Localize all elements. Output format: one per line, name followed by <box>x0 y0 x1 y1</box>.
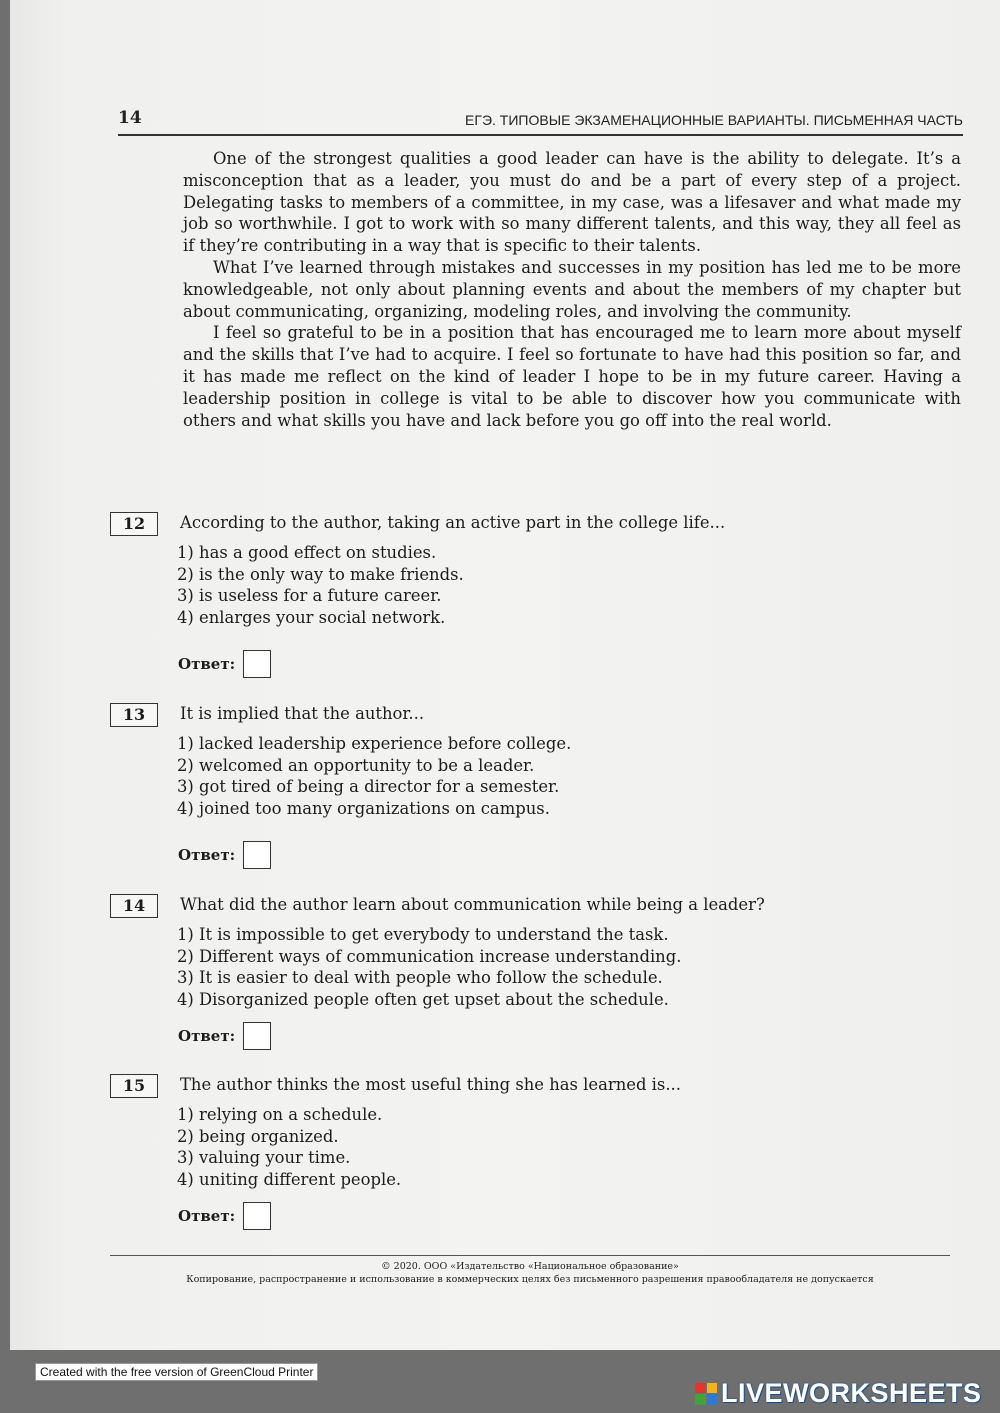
question-number: 15 <box>110 1074 158 1098</box>
option-1: 1) lacked leadership experience before college. <box>177 734 572 753</box>
option-3: 3) valuing your time. <box>177 1148 351 1167</box>
option-1: 1) It is impossible to get everybody to understand the task. <box>177 925 669 944</box>
option-4: 4) enlarges your social network. <box>177 607 446 627</box>
running-header <box>118 108 963 136</box>
page-footer <box>110 1260 950 1286</box>
question-stem: It is implied that the author... <box>180 704 425 723</box>
option-4: 4) uniting different people. <box>177 1169 402 1189</box>
question-stem: The author thinks the most useful thing she has learned is... <box>180 1075 681 1094</box>
option-2: 2) welcomed an opportunity to be a leader. <box>177 755 535 775</box>
liveworksheets-icon <box>695 1383 717 1405</box>
answer-box-15[interactable] <box>243 1202 271 1230</box>
question-stem: According to the author, taking an active part in the college life... <box>180 513 726 532</box>
option-4: 4) Disorganized people often get upset about the schedule. <box>177 989 669 1009</box>
page-number: 14 <box>118 108 142 128</box>
passage-paragraph: What I’ve learned through mistakes and successes in my position has led me to be more knowledgeable, not only about planning events and about the members of my chapter but about communicating, organizing, modeling roles, and involving the community. <box>183 257 961 321</box>
option-2: 2) Different ways of communication increase understanding. <box>177 946 682 966</box>
passage-paragraph: I feel so grateful to be in a position that has encouraged me to learn more about myself and the skills that I’ve had to acquire. I feel so fortunate to have had this position so far, and it has made me reflect on the kind of leader I hope to be in my future career. Having a leadership position in college is vital to be able to discover how you communicate with others and what skills you have and lack before you go off into the real world. <box>183 323 961 430</box>
answer-row <box>178 650 271 678</box>
option-2: 2) being organized. <box>177 1126 339 1146</box>
brand-name: LIVEWORKSHEETS <box>721 1378 982 1408</box>
answer-label: Ответ: <box>178 1027 236 1045</box>
header-title: ЕГЭ. ТИПОВЫЕ ЭКЗАМЕНАЦИОННЫЕ ВАРИАНТЫ. ПИСЬМЕННАЯ ЧАСТЬ <box>465 112 963 128</box>
answer-label: Ответ: <box>178 655 236 673</box>
option-1: 1) relying on a schedule. <box>177 1105 383 1124</box>
printer-watermark: Created with the free version of GreenCloud Printer <box>35 1363 318 1381</box>
answer-row <box>178 1202 271 1230</box>
answer-label: Ответ: <box>178 846 236 864</box>
answer-row <box>178 1022 271 1050</box>
option-4: 4) joined too many organizations on campus. <box>177 798 550 818</box>
answer-box-13[interactable] <box>243 841 271 869</box>
liveworksheets-logo <box>695 1378 982 1409</box>
question-stem: What did the author learn about communication while being a leader? <box>180 895 765 914</box>
answer-options <box>177 1104 401 1190</box>
footer-divider <box>110 1255 950 1256</box>
option-3: 3) got tired of being a director for a semester. <box>177 777 560 796</box>
page-sheet <box>10 0 1000 1350</box>
answer-options <box>177 924 681 1010</box>
answer-label: Ответ: <box>178 1207 236 1225</box>
footer-copyright: © 2020. ООО «Издательство «Национальное образование» <box>381 1261 679 1272</box>
option-2: 2) is the only way to make friends. <box>177 564 464 584</box>
reading-passage <box>183 148 961 431</box>
passage-paragraph: One of the strongest qualities a good leader can have is the ability to delegate. It’s a misconception that as a leader, you must do and be a part of every step of a project. Delegating tasks to members of a committee, in my case, was a lifesaver and what made my job so worthwhile. I got to work with so many different talents, and this way, they all feel as if they’re contributing in a way that is specific to their talents. <box>183 149 961 256</box>
answer-options <box>177 542 464 628</box>
answer-options <box>177 733 571 819</box>
option-3: 3) is useless for a future career. <box>177 586 442 605</box>
question-number: 13 <box>110 703 158 727</box>
answer-box-12[interactable] <box>243 650 271 678</box>
option-1: 1) has a good effect on studies. <box>177 543 437 562</box>
option-3: 3) It is easier to deal with people who follow the schedule. <box>177 968 663 987</box>
question-number: 12 <box>110 512 158 536</box>
question-number: 14 <box>110 894 158 918</box>
answer-box-14[interactable] <box>243 1022 271 1050</box>
answer-row <box>178 841 271 869</box>
footer-notice: Копирование, распространение и использование в коммерческих целях без письменного разрешения правообладателя не допускается <box>186 1274 874 1285</box>
